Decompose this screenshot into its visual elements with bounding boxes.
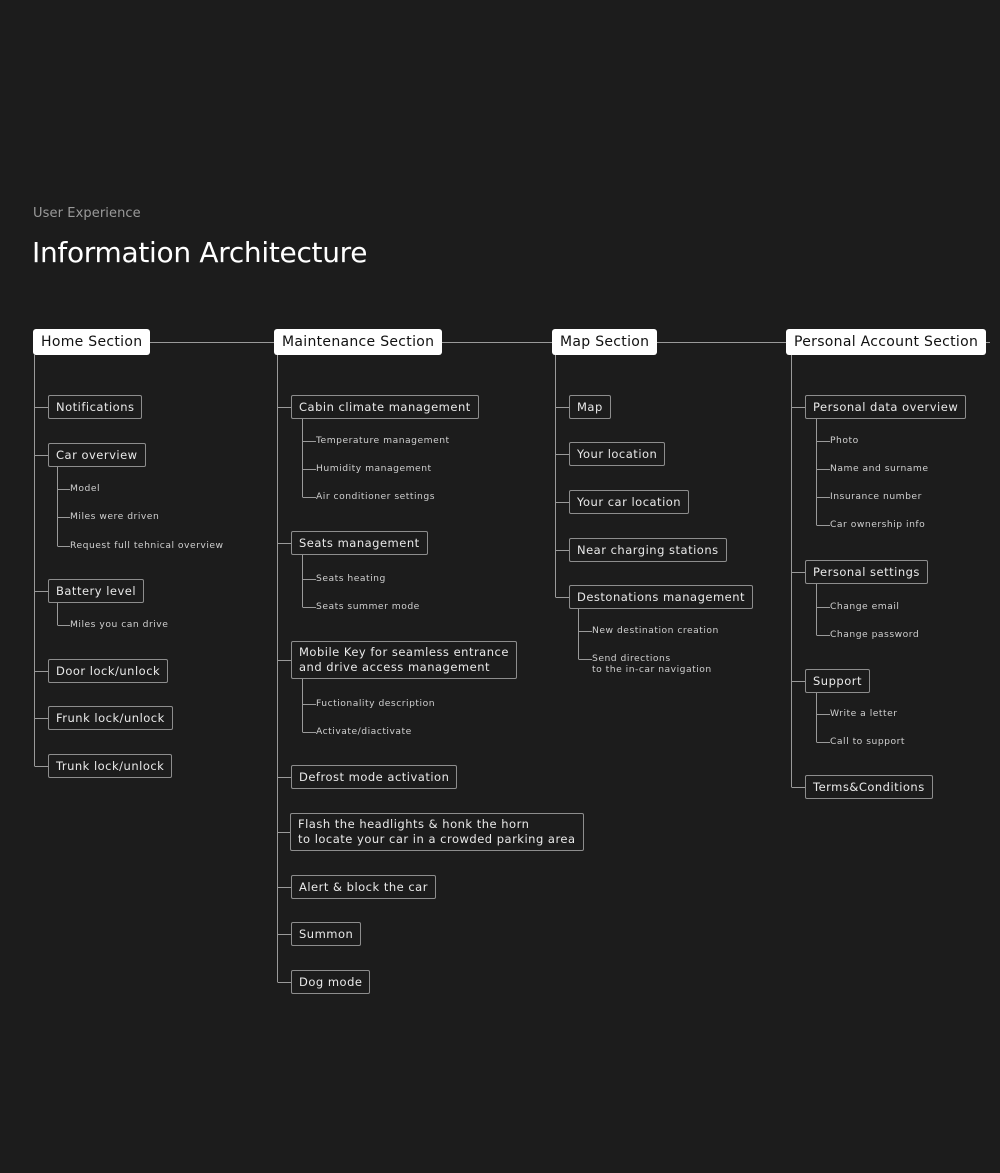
leaf-send-directions[interactable]: Send directions to the in-car navigation <box>592 653 712 675</box>
node-car-overview[interactable]: Car overview <box>48 443 146 467</box>
node-door-lock[interactable]: Door lock/unlock <box>48 659 168 683</box>
section-map[interactable]: Map Section <box>552 329 657 355</box>
node-personal-settings[interactable]: Personal settings <box>805 560 928 584</box>
node-destinations[interactable]: Destonations management <box>569 585 753 609</box>
node-car-location[interactable]: Your car location <box>569 490 689 514</box>
node-mobile-key[interactable]: Mobile Key for seamless entrance and drive access management <box>291 641 517 679</box>
leaf-miles-can-drive[interactable]: Miles you can drive <box>70 619 169 630</box>
node-cabin-climate[interactable]: Cabin climate management <box>291 395 479 419</box>
node-battery-level[interactable]: Battery level <box>48 579 144 603</box>
node-map[interactable]: Map <box>569 395 611 419</box>
leaf-write-letter[interactable]: Write a letter <box>830 708 898 719</box>
node-defrost[interactable]: Defrost mode activation <box>291 765 457 789</box>
node-flash-honk[interactable]: Flash the headlights & honk the horn to locate your car in a crowded parking area <box>290 813 584 851</box>
leaf-humidity[interactable]: Humidity management <box>316 463 432 474</box>
page-subtitle: User Experience <box>33 206 141 221</box>
leaf-functionality[interactable]: Fuctionality description <box>316 698 436 709</box>
leaf-insurance[interactable]: Insurance number <box>830 491 922 502</box>
leaf-call-support[interactable]: Call to support <box>830 736 905 747</box>
node-terms[interactable]: Terms&Conditions <box>805 775 933 799</box>
page-title: Information Architecture <box>32 236 368 269</box>
leaf-name-surname[interactable]: Name and surname <box>830 463 929 474</box>
leaf-seats-heating[interactable]: Seats heating <box>316 573 386 584</box>
leaf-change-password[interactable]: Change password <box>830 629 920 640</box>
section-maintenance[interactable]: Maintenance Section <box>274 329 442 355</box>
node-summon[interactable]: Summon <box>291 922 361 946</box>
node-trunk-lock[interactable]: Trunk lock/unlock <box>48 754 172 778</box>
node-support[interactable]: Support <box>805 669 870 693</box>
leaf-photo[interactable]: Photo <box>830 435 859 446</box>
leaf-temperature[interactable]: Temperature management <box>316 435 450 446</box>
leaf-car-ownership[interactable]: Car ownership info <box>830 519 926 530</box>
leaf-new-destination[interactable]: New destination creation <box>592 625 719 636</box>
node-dog-mode[interactable]: Dog mode <box>291 970 370 994</box>
leaf-activate[interactable]: Activate/diactivate <box>316 726 412 737</box>
node-frunk-lock[interactable]: Frunk lock/unlock <box>48 706 173 730</box>
node-seats-management[interactable]: Seats management <box>291 531 428 555</box>
node-your-location[interactable]: Your location <box>569 442 665 466</box>
node-personal-data[interactable]: Personal data overview <box>805 395 966 419</box>
section-personal-account[interactable]: Personal Account Section <box>786 329 986 355</box>
leaf-seats-summer[interactable]: Seats summer mode <box>316 601 420 612</box>
leaf-air-conditioner[interactable]: Air conditioner settings <box>316 491 436 502</box>
leaf-miles-driven[interactable]: Miles were driven <box>70 511 160 522</box>
node-charging-stations[interactable]: Near charging stations <box>569 538 727 562</box>
leaf-change-email[interactable]: Change email <box>830 601 900 612</box>
section-home[interactable]: Home Section <box>33 329 150 355</box>
node-notifications[interactable]: Notifications <box>48 395 142 419</box>
node-alert-block[interactable]: Alert & block the car <box>291 875 436 899</box>
leaf-model[interactable]: Model <box>70 483 101 494</box>
leaf-request-overview[interactable]: Request full tehnical overview <box>70 540 224 551</box>
